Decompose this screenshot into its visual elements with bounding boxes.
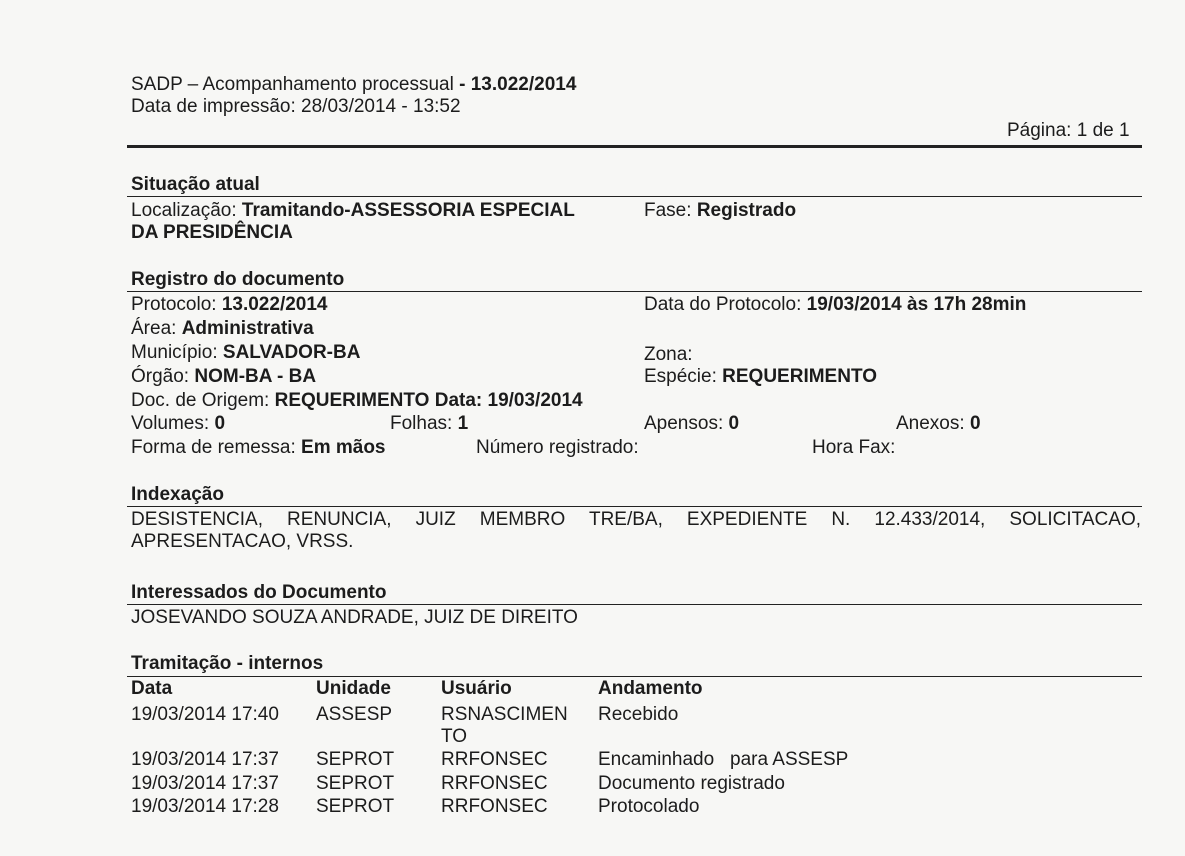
- section-heading-interessados: Interessados do Documento: [131, 582, 387, 603]
- zona-field: [644, 344, 693, 366]
- process-number: - 13.022/2014: [459, 74, 577, 95]
- column-header-usuario: Usuário: [441, 678, 512, 699]
- data-protocolo-field: [644, 294, 1026, 316]
- field-label: Anexos:: [896, 413, 965, 434]
- section-divider: [127, 506, 1142, 507]
- hora-fax-field: [812, 437, 895, 459]
- table-cell-andamento: Encaminhado para ASSESP: [598, 749, 849, 770]
- table-cell-unidade: ASSESP: [316, 704, 393, 725]
- table-cell-data: 19/03/2014 17:37: [131, 773, 279, 794]
- field-value: NOM-BA - BA: [194, 366, 317, 387]
- localizacao-field: [131, 200, 575, 222]
- table-cell-data: 19/03/2014 17:37: [131, 749, 279, 770]
- field-value: SALVADOR-BA: [222, 342, 361, 363]
- table-cell-data: 19/03/2014 17:40: [131, 704, 279, 725]
- table-cell-usuario: RRFONSEC: [441, 749, 548, 770]
- field-value: 1: [457, 413, 469, 434]
- field-value: Em mãos: [301, 437, 386, 458]
- interessados-text: JOSEVANDO SOUZA ANDRADE, JUIZ DE DIREITO: [131, 607, 578, 628]
- field-value: Administrativa: [181, 318, 314, 339]
- title-prefix: SADP – Acompanhamento processual: [131, 74, 454, 95]
- field-label: Município:: [131, 342, 218, 363]
- print-date-label: Data de impressão:: [131, 96, 296, 117]
- forma-remessa-field: [131, 437, 386, 459]
- field-value: Tramitando-ASSESSORIA ESPECIAL: [241, 200, 575, 221]
- field-value: REQUERIMENTO Data: 19/03/2014: [274, 390, 583, 411]
- field-label: Protocolo:: [131, 294, 217, 315]
- doc-title: [131, 74, 576, 96]
- volumes-field: [131, 413, 225, 435]
- field-label: Fase:: [644, 200, 692, 221]
- section-heading-situacao: Situação atual: [131, 174, 260, 195]
- folhas-field: [390, 413, 468, 435]
- field-label: Órgão:: [131, 366, 190, 387]
- field-value: DA PRESIDÊNCIA: [131, 222, 293, 243]
- field-label: Forma de remessa:: [131, 437, 296, 458]
- municipio-field: [131, 342, 360, 364]
- area-field: [131, 318, 314, 340]
- section-divider: [127, 676, 1142, 677]
- section-heading-registro: Registro do documento: [131, 269, 345, 290]
- table-cell-andamento: Documento registrado: [598, 773, 785, 794]
- field-value: 0: [969, 413, 981, 434]
- print-date-value: 28/03/2014 - 13:52: [301, 96, 461, 117]
- table-cell-unidade: SEPROT: [316, 773, 395, 794]
- table-cell-unidade: SEPROT: [316, 749, 395, 770]
- section-divider: [127, 604, 1142, 605]
- field-label: Volumes:: [131, 413, 210, 434]
- header-divider: [127, 145, 1142, 148]
- field-label: Folhas:: [390, 413, 453, 434]
- column-header-data: Data: [131, 678, 173, 699]
- page-indicator: Página: 1 de 1: [1007, 120, 1130, 141]
- field-value: 19/03/2014 às 17h 28min: [806, 294, 1027, 315]
- apensos-field: [644, 413, 739, 435]
- field-label: Localização:: [131, 200, 237, 221]
- field-label: Data do Protocolo:: [644, 294, 802, 315]
- especie-field: [644, 366, 877, 388]
- field-value: 0: [214, 413, 226, 434]
- field-label: Apensos:: [644, 413, 724, 434]
- table-cell-usuario: RSNASCIMEN: [441, 704, 568, 725]
- orgao-field: [131, 366, 316, 388]
- field-label: Espécie:: [644, 366, 717, 387]
- numero-registrado-field: [476, 437, 639, 459]
- anexos-field: [896, 413, 981, 435]
- protocolo-field: [131, 294, 328, 316]
- field-label: Número registrado:: [476, 437, 639, 458]
- indexacao-text: DESISTENCIA, RENUNCIA, JUIZ MEMBRO TRE/BA, EXPEDIENTE N. 12.433/2014, SOLICITACAO, APRESENTACAO, VRSS.: [131, 509, 1141, 552]
- table-cell-unidade: SEPROT: [316, 796, 395, 817]
- column-header-andamento: Andamento: [598, 678, 703, 699]
- print-date: [131, 96, 461, 118]
- section-divider: [127, 291, 1142, 292]
- table-cell-andamento: Protocolado: [598, 796, 700, 817]
- section-heading-tramitacao: Tramitação - internos: [131, 653, 324, 674]
- table-cell-data: 19/03/2014 17:28: [131, 796, 279, 817]
- section-divider: [127, 196, 1142, 197]
- field-value: 13.022/2014: [221, 294, 328, 315]
- table-cell-usuario-cont: TO: [441, 726, 468, 747]
- field-label: Hora Fax:: [812, 437, 896, 458]
- field-value: Registrado: [696, 200, 797, 221]
- table-cell-usuario: RRFONSEC: [441, 796, 548, 817]
- section-heading-indexacao: Indexação: [131, 484, 224, 505]
- localizacao-field-line2: [131, 222, 293, 244]
- table-cell-andamento: Recebido: [598, 704, 679, 725]
- table-cell-usuario: RRFONSEC: [441, 773, 548, 794]
- field-label: Doc. de Origem:: [131, 390, 270, 411]
- doc-origem-field: [131, 390, 583, 412]
- field-label: Área:: [131, 318, 177, 339]
- column-header-unidade: Unidade: [316, 678, 391, 699]
- fase-field: [644, 200, 796, 222]
- field-value: REQUERIMENTO: [722, 366, 877, 387]
- field-value: 0: [728, 413, 740, 434]
- field-label: Zona:: [644, 344, 693, 365]
